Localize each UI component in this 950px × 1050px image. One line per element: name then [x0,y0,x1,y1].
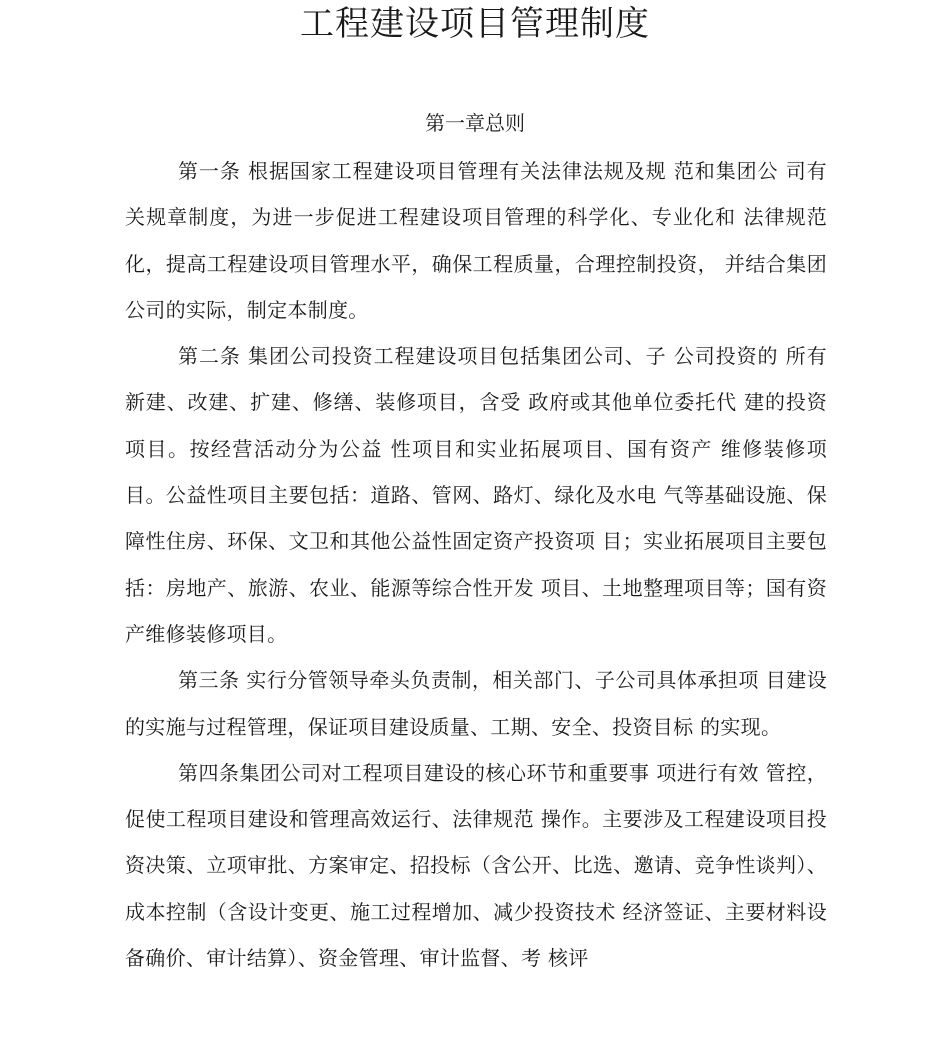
article-4-paragraph: 第四条集团公司对工程项目建设的核心环节和重要事 项进行有效 管控，促使工程项目建设和管理高效运行、法律规范 操作。主要涉及工程建设项目投资决策、立项审批、方案审定、招投标（含公开、比选、邀请、竞争性谈判）、成本控制（含设计变更、施工过程增加、减少投资技术 经济签证、主要材料设备确价、审计结算）、资金管理、审计监督、考 核评 [125,760,827,971]
article-3-paragraph: 第三条 实行分管领导牵头负责制，相关部门、子公司具体承担项 目建设的实施与过程管理，保证项目建设质量、工期、安全、投资目标 的实现。 [125,668,827,739]
article-2-paragraph: 第二条 集团公司投资工程建设项目包括集团公司、子 公司投资的 所有新建、改建、扩建、修缮、装修项目，含受 政府或其他单位委托代 建的投资项目。按经营活动分为公益 性项目和实业拓展项目、国有资产 维修装修项目。公益性项目主要包括：道路、管网、路灯、绿化及水电 气等基础设施、保障性住房、环保、文卫和其他公益性固定资产投资项 目；实业拓展项目主要包括：房地产、旅游、农业、能源等综合性开发 项目、土地整理项目等；国有资产维修装修项目。 [125,344,827,646]
document-body [125,148,827,981]
document-title: 工程建设项目管理制度 [300,4,650,44]
article-1-paragraph: 第一条 根据国家工程建设项目管理有关法律法规及规 范和集团公 司有关规章制度，为进一步促进工程建设项目管理的科学化、专业化和 法律规范化，提高工程建设项目管理水平，确保工程质量，合理控制投资， 并结合集团公司的实际，制定本制度。 [125,159,827,322]
chapter-title: 第一章总则 [425,111,525,135]
